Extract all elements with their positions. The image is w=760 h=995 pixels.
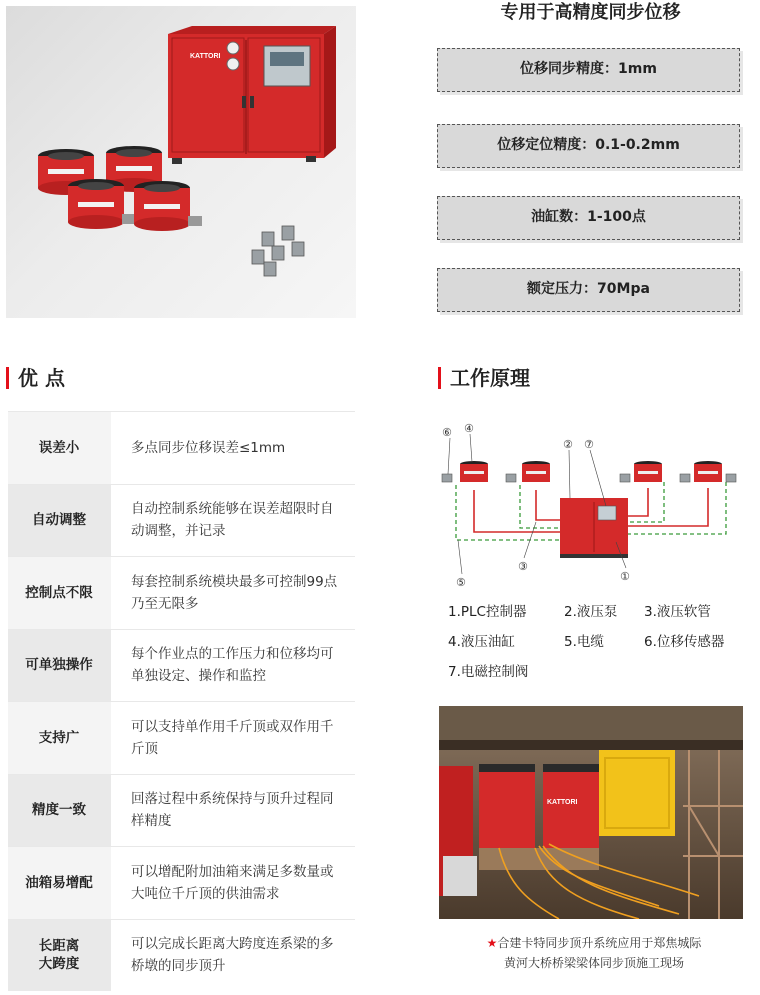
spec-cylinder-count: 油缸数：1-100点 — [437, 196, 740, 240]
advantage-desc: 可以支持单作用千斤顶或双作用千斤顶 — [111, 702, 355, 774]
legend-item: 1.PLC控制器 — [448, 604, 527, 620]
star-icon: ★ — [486, 936, 498, 950]
marker-3: ③ — [518, 560, 528, 573]
control-cabinet — [168, 26, 336, 164]
spec-rated-pressure: 额定压力：70Mpa — [437, 268, 740, 312]
advantage-name: 支持广 — [38, 729, 80, 746]
advantage-desc: 每个作业点的工作压力和位移均可单独设定、操作和监控 — [111, 630, 355, 702]
legend-item: 4.液压油缸 — [448, 634, 515, 650]
principle-heading: 工作原理 — [438, 364, 530, 392]
marker-6: ⑥ — [442, 426, 452, 439]
displacement-sensors — [252, 226, 304, 276]
principle-diagram — [438, 410, 748, 595]
jack-front-right — [134, 181, 202, 231]
advantage-desc: 多点同步位移误差≤1mm — [111, 412, 355, 484]
advantages-table — [8, 411, 355, 991]
caption-line-2: 黄河大桥桥梁梁体同步顶施工现场 — [503, 956, 684, 970]
table-row — [8, 774, 355, 847]
advantage-name: 可单独操作 — [25, 657, 93, 674]
advantages-heading: 优 点 — [6, 364, 65, 392]
advantage-desc: 可以增配附加油箱来满足多数量或大吨位千斤顶的供油需求 — [111, 847, 355, 919]
advantage-name: 油箱易增配 — [25, 874, 93, 891]
advantage-name: 自动调整 — [32, 512, 86, 529]
table-row — [8, 919, 355, 992]
legend-item: 7.电磁控制阀 — [448, 664, 529, 680]
advantage-desc: 回落过程中系统保持与顶升过程同样精度 — [111, 775, 355, 847]
site-illustration — [439, 706, 743, 919]
marker-4: ④ — [464, 422, 474, 435]
table-row — [8, 411, 355, 484]
advantage-name: 长距离 大跨度 — [38, 938, 80, 973]
legend-item: 6.位移传感器 — [644, 634, 725, 650]
marker-5: ⑤ — [456, 576, 466, 589]
legend-item: 2.液压泵 — [564, 604, 618, 620]
table-row — [8, 556, 355, 629]
legend-item: 5.电缆 — [564, 634, 604, 650]
table-row — [8, 846, 355, 919]
advantage-name: 误差小 — [38, 439, 80, 456]
site-photo — [439, 706, 743, 919]
spec-sync-accuracy: 位移同步精度：1mm — [437, 48, 740, 92]
spec-position-accuracy: 位移定位精度：0.1-0.2mm — [437, 124, 740, 168]
table-row — [8, 701, 355, 774]
table-row — [8, 629, 355, 702]
advantage-desc: 自动控制系统能够在误差超限时自动调整，并记录 — [111, 485, 355, 557]
site-caption — [438, 933, 750, 973]
product-photo — [6, 6, 356, 318]
pump-unit — [560, 498, 628, 558]
spec-title: 专用于高精度同步位移 — [500, 2, 681, 23]
caption-line-1: 合建卡特同步顶升系统应用于郑焦城际 — [497, 936, 702, 950]
advantage-desc: 每套控制系统模块最多可控制99点乃至无限多 — [111, 557, 355, 629]
advantage-name: 精度一致 — [32, 802, 86, 819]
table-row — [8, 484, 355, 557]
marker-1: ① — [620, 570, 630, 583]
site-brand-text: KATTORI — [547, 799, 578, 806]
marker-2: ② — [563, 438, 573, 451]
advantage-name: 控制点不限 — [25, 584, 93, 601]
cabinet-brand-text: KATTORI — [190, 53, 221, 60]
product-illustration — [6, 6, 356, 318]
legend-item: 3.液压软管 — [644, 604, 711, 620]
advantage-desc: 可以完成长距离大跨度连系梁的多桥墩的同步顶升 — [111, 920, 355, 992]
marker-7: ⑦ — [584, 438, 594, 451]
